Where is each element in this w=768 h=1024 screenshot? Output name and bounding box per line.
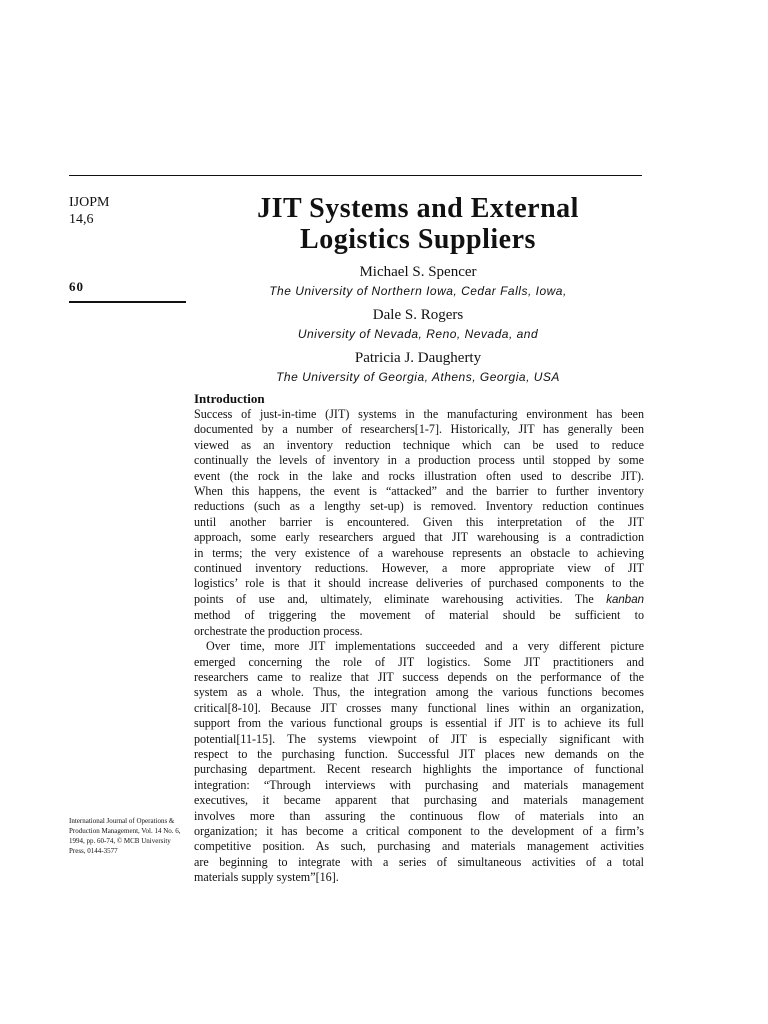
title-line-1: JIT Systems and External — [257, 193, 579, 224]
text-line: until another barrier is encountered. Given this interpretation of the JIT — [194, 514, 644, 529]
kanban-term: kanban — [606, 593, 644, 606]
title-block — [194, 193, 642, 386]
author-name: Dale S. Rogers — [372, 307, 464, 323]
text-line: When this happens, the event is “attacked” and the barrier to further inventory — [194, 484, 644, 499]
text-line: researchers came to realize that JIT success depends on the performance of the — [194, 669, 644, 684]
text-line: orchestrate the production process. — [194, 623, 363, 638]
text-line: approach, some early researchers argued that JIT warehousing is a contradiction — [194, 530, 644, 545]
page-number-rule — [69, 301, 186, 303]
text-line: executives, it became apparent that purchasing and materials management — [194, 793, 644, 808]
article-body — [194, 391, 644, 886]
text-line: materials supply system”[16]. — [194, 870, 339, 885]
text-line: in terms; the very existence of a warehouse represents an obstacle to achieving — [194, 545, 644, 560]
text-line: are beginning to integrate with a series of simultaneous activities of a total — [194, 854, 644, 869]
text-line: support from the various functional groups is essential if JIT is to achieve its full — [194, 716, 644, 731]
text-line: integration: “Through interviews with purchasing and materials management — [194, 777, 644, 792]
text-span: points of use and, ultimately, eliminate warehousing activities. The — [194, 591, 594, 606]
journal-code — [69, 194, 189, 228]
paragraph-1 — [194, 407, 644, 639]
author-affiliation: University of Nevada, Reno, Nevada, and — [297, 327, 539, 341]
journal-abbrev: IJOPM — [69, 195, 110, 210]
text-line: potential[11-15]. The systems viewpoint of JIT is especially significant with — [194, 731, 644, 746]
page-number: 60 — [69, 279, 84, 294]
text-line: system as a whole. Thus, the integration among the various functions becomes — [194, 685, 644, 700]
author-affiliation: The University of Georgia, Athens, Georgia, USA — [276, 370, 560, 384]
text-line: viewed as an inventory reduction technique which can be used to reduce — [194, 437, 644, 452]
text-line — [194, 592, 644, 608]
text-line: event (the rock in the lake and rocks illustration often used to describe JIT). — [194, 468, 644, 483]
text-line: Success of just-in-time (JIT) systems in the manufacturing environment has been — [194, 407, 644, 421]
text-line: method of triggering the movement of material should be sufficient to — [194, 608, 644, 623]
text-line: reductions (such as a lengthy set-up) is removed. Inventory reduction continues — [194, 499, 644, 514]
text-line: critical[8-10]. Because JIT crosses many functional lines within an organization, — [194, 700, 644, 715]
article-title — [194, 193, 642, 255]
volume-issue: 14,6 — [69, 212, 94, 227]
journal-citation: International Journal of Operations & Production Management, Vol. 14 No. 6, 1994, pp. 60-74, © MCB University Press, 0144-3577 — [69, 817, 181, 855]
text-line: respect to the purchasing function. Successful JIT places new demands on the — [194, 746, 644, 761]
author-affiliation: The University of Northern Iowa, Cedar Falls, Iowa, — [269, 284, 567, 298]
header-rule — [69, 175, 642, 176]
author-name: Michael S. Spencer — [359, 264, 477, 280]
text-line: competitive position. As such, purchasing and materials management activities — [194, 839, 644, 854]
text-line: organization; it has become a critical component to the development of a firm’s — [194, 823, 644, 838]
text-line: involves more than assuring the continuous flow of materials into an — [194, 808, 644, 823]
text-line: continually the levels of inventory in a production process until stopped by some — [194, 453, 644, 468]
paragraph-2 — [194, 639, 644, 886]
section-heading: Introduction — [194, 391, 265, 406]
text-line: logistics’ role is that it should increase deliveries of purchased components to the — [194, 576, 644, 591]
author-name: Patricia J. Daugherty — [354, 350, 482, 366]
text-line: emerged concerning the role of JIT logistics. Some JIT practitioners and — [194, 654, 644, 669]
text-line: purchasing department. Recent research highlights the importance of functional — [194, 762, 644, 777]
title-line-2: Logistics Suppliers — [300, 224, 536, 255]
text-line: Over time, more JIT implementations succeeded and a very different picture — [206, 639, 644, 654]
text-line: documented by a number of researchers[1-7]. Historically, JIT has generally been — [194, 422, 644, 437]
text-line: continued inventory reductions. However, a more appropriate view of JIT — [194, 561, 644, 576]
